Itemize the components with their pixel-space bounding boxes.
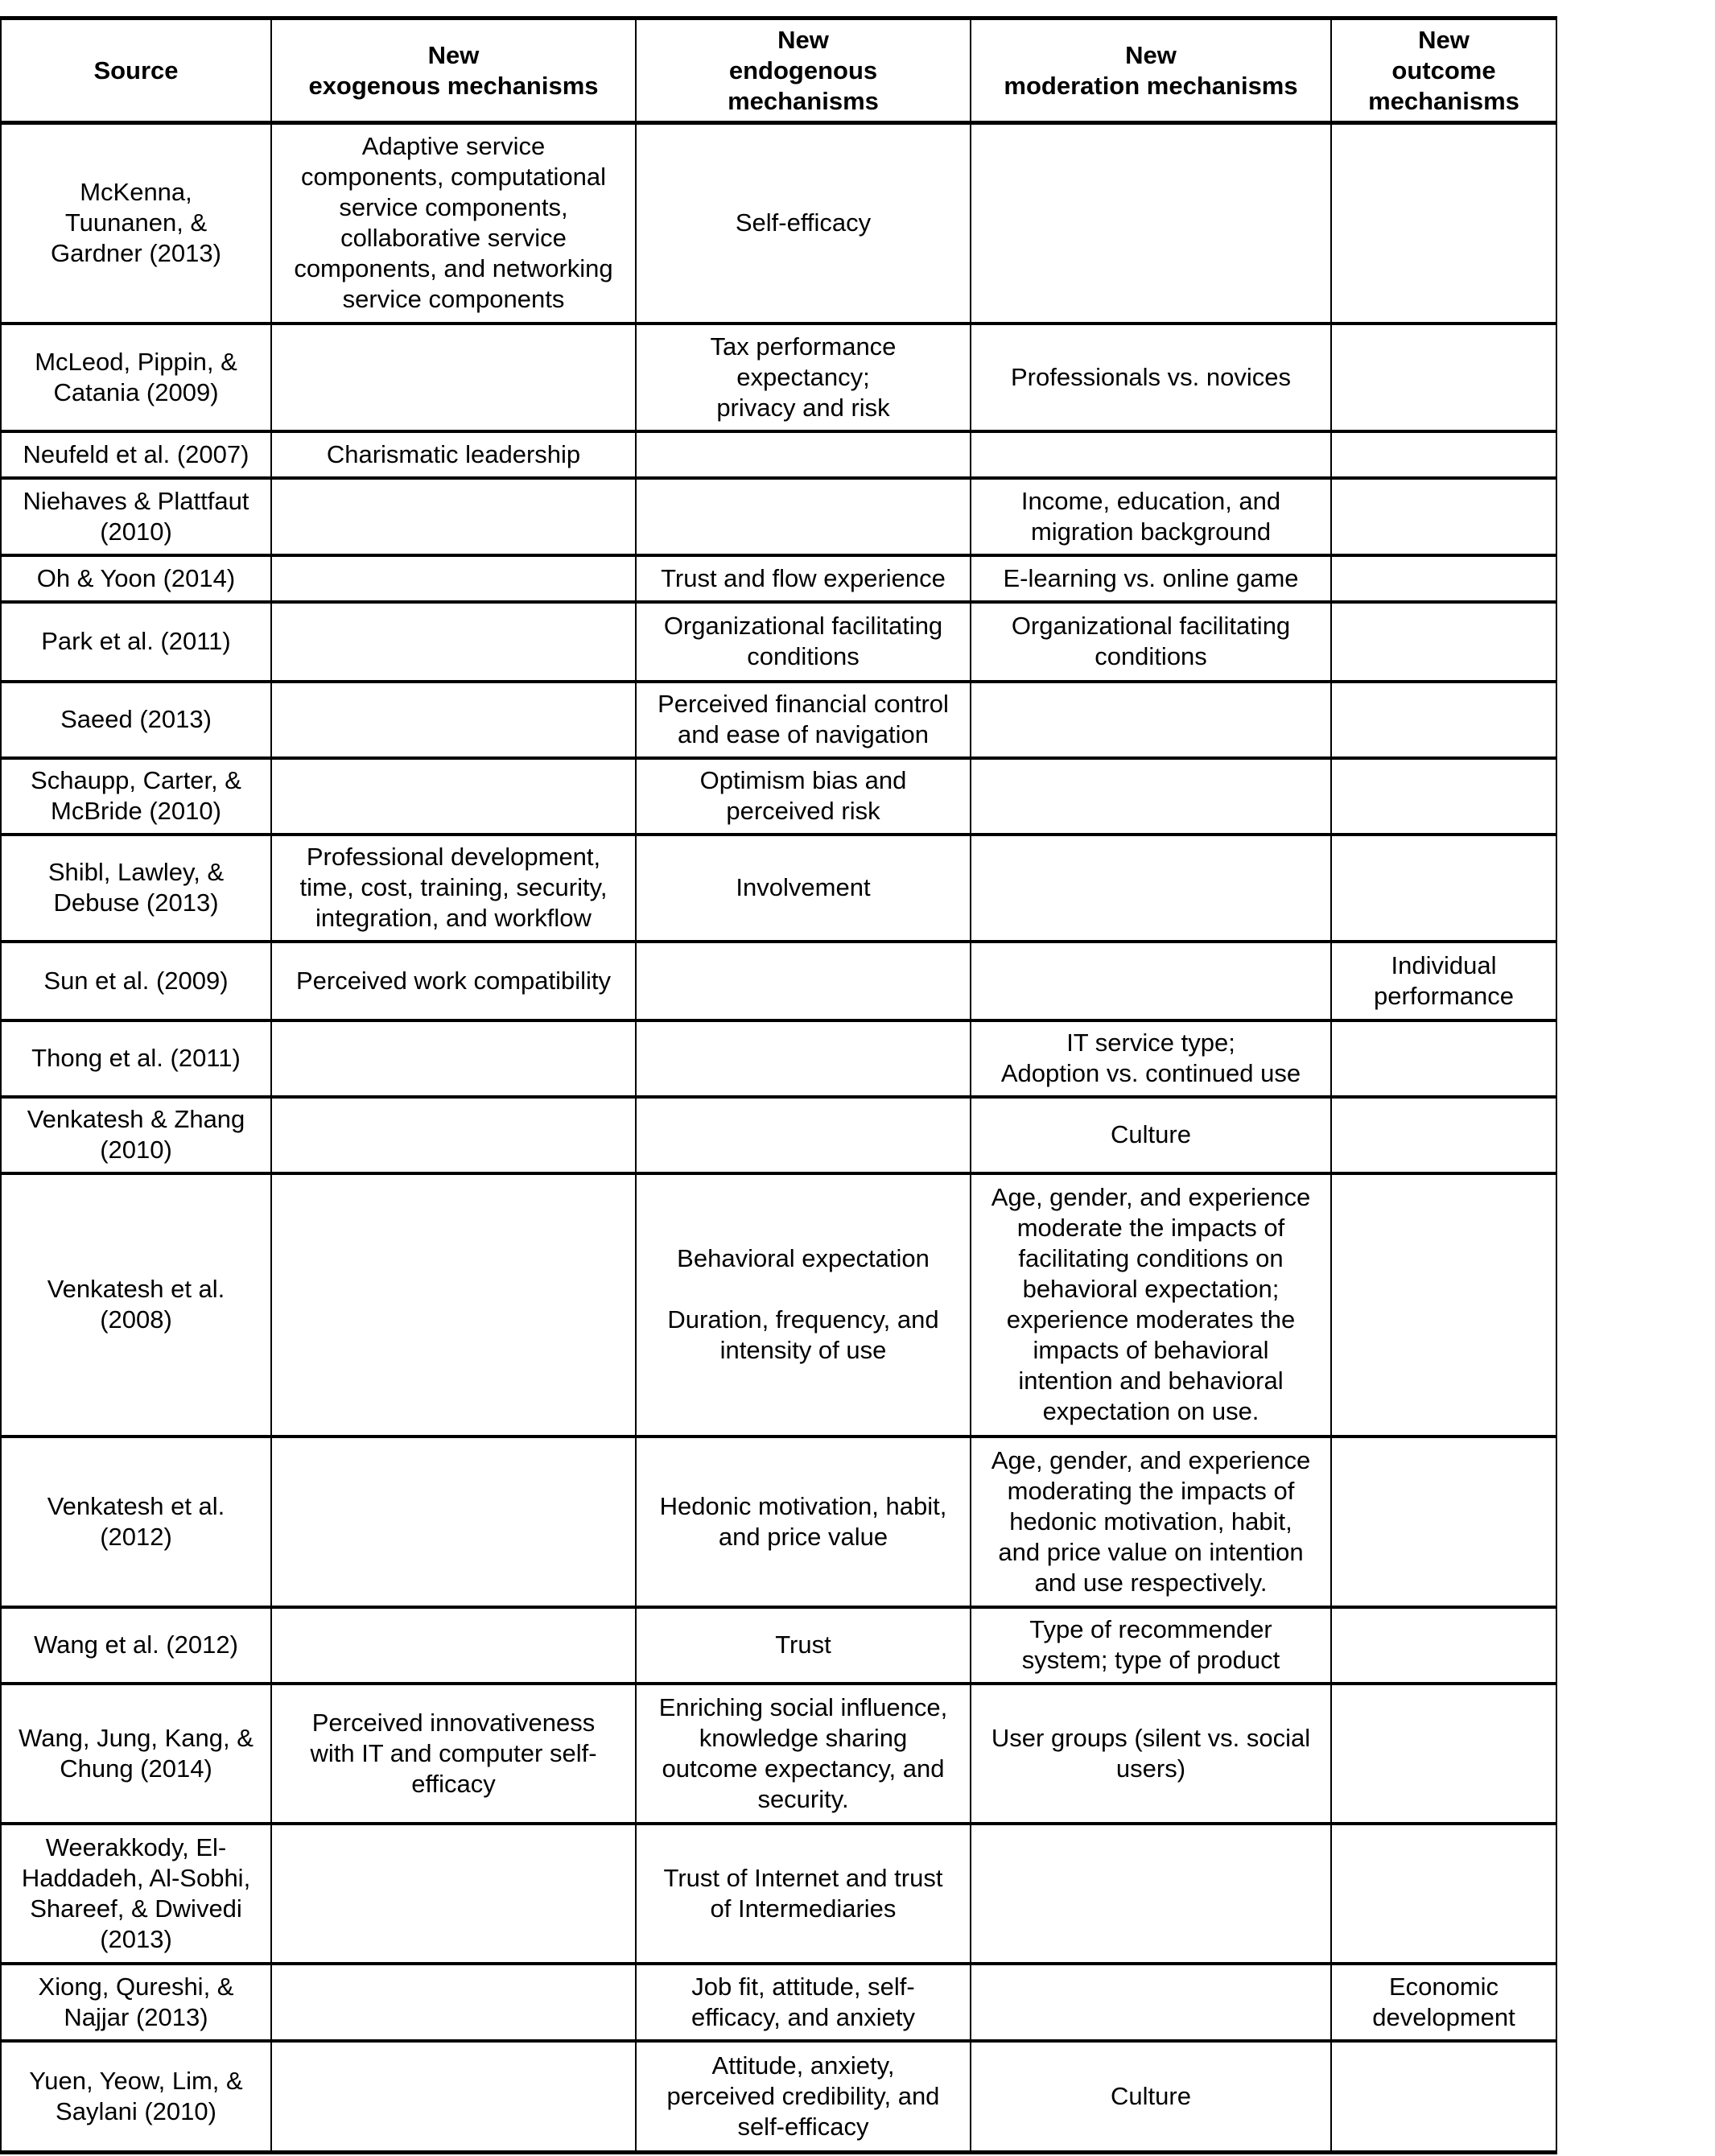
cell-source: Wang et al. (2012) [1,1607,271,1684]
cell-source: Xiong, Qureshi, & Najjar (2013) [1,1964,271,2041]
cell-endogenous [636,431,971,478]
cell-source: Niehaves & Plattfaut (2010) [1,478,271,555]
cell-exogenous [271,682,636,758]
cell-exogenous: Perceived innovativeness with IT and computer self- efficacy [271,1684,636,1824]
header-row [1,19,1556,123]
cell-moderation: Professionals vs. novices [971,324,1331,431]
cell-exogenous [271,1824,636,1964]
cell-outcome [1331,1020,1556,1097]
table-header [1,19,1556,123]
mechanisms-table [0,16,1557,2154]
table-row [1,1020,1556,1097]
cell-outcome [1331,835,1556,942]
cell-moderation [971,1964,1331,2041]
cell-outcome [1331,1173,1556,1437]
cell-moderation: Age, gender, and experience moderate the impacts of facilitating conditions on behavioral expectation; experience moderates the impacts of behavioral intention and behavioral expectation on use. [971,1173,1331,1437]
cell-source: Oh & Yoon (2014) [1,555,271,602]
cell-exogenous [271,1020,636,1097]
cell-source: Schaupp, Carter, & McBride (2010) [1,758,271,835]
cell-endogenous [636,1020,971,1097]
cell-endogenous: Self-efficacy [636,123,971,324]
table-row [1,1437,1556,1607]
cell-exogenous [271,1607,636,1684]
cell-outcome [1331,602,1556,682]
cell-source: Thong et al. (2011) [1,1020,271,1097]
table-row [1,758,1556,835]
cell-source: McLeod, Pippin, & Catania (2009) [1,324,271,431]
table-row [1,1607,1556,1684]
cell-source: Park et al. (2011) [1,602,271,682]
cell-outcome [1331,1437,1556,1607]
cell-moderation: IT service type; Adoption vs. continued use [971,1020,1331,1097]
cell-outcome: Individual performance [1331,942,1556,1020]
cell-source: Sun et al. (2009) [1,942,271,1020]
cell-source: Neufeld et al. (2007) [1,431,271,478]
cell-moderation [971,1824,1331,1964]
cell-exogenous [271,1173,636,1437]
cell-moderation: Type of recommender system; type of product [971,1607,1331,1684]
table-row [1,2041,1556,2153]
cell-moderation [971,942,1331,1020]
cell-source: McKenna, Tuunanen, & Gardner (2013) [1,123,271,324]
cell-exogenous: Charismatic leadership [271,431,636,478]
cell-endogenous: Behavioral expectation Duration, frequency, and intensity of use [636,1173,971,1437]
cell-moderation [971,123,1331,324]
table-row [1,1824,1556,1964]
cell-exogenous: Perceived work compatibility [271,942,636,1020]
table-row [1,682,1556,758]
cell-endogenous [636,478,971,555]
cell-endogenous [636,942,971,1020]
cell-moderation: Organizational facilitating conditions [971,602,1331,682]
table-row [1,123,1556,324]
cell-source: Venkatesh et al. (2008) [1,1173,271,1437]
cell-endogenous: Trust of Internet and trust of Intermediaries [636,1824,971,1964]
cell-endogenous: Perceived financial control and ease of navigation [636,682,971,758]
cell-endogenous: Organizational facilitating conditions [636,602,971,682]
cell-outcome [1331,123,1556,324]
cell-endogenous: Trust and flow experience [636,555,971,602]
cell-endogenous: Enriching social influence, knowledge sharing outcome expectancy, and security. [636,1684,971,1824]
cell-source: Yuen, Yeow, Lim, & Saylani (2010) [1,2041,271,2153]
cell-moderation [971,682,1331,758]
table-row [1,478,1556,555]
cell-endogenous: Optimism bias and perceived risk [636,758,971,835]
cell-endogenous: Tax performance expectancy; privacy and risk [636,324,971,431]
cell-exogenous [271,1097,636,1173]
cell-exogenous [271,555,636,602]
cell-moderation: User groups (silent vs. social users) [971,1684,1331,1824]
header-outcome: New outcome mechanisms [1331,19,1556,123]
table-row [1,1964,1556,2041]
cell-exogenous [271,2041,636,2153]
cell-outcome [1331,1607,1556,1684]
cell-source: Wang, Jung, Kang, & Chung (2014) [1,1684,271,1824]
cell-moderation: Culture [971,2041,1331,2153]
table-row [1,1097,1556,1173]
cell-source: Venkatesh et al. (2012) [1,1437,271,1607]
cell-outcome [1331,555,1556,602]
cell-outcome [1331,1097,1556,1173]
header-exogenous: New exogenous mechanisms [271,19,636,123]
table-row [1,555,1556,602]
cell-moderation: E-learning vs. online game [971,555,1331,602]
header-source: Source [1,19,271,123]
cell-outcome [1331,1824,1556,1964]
cell-source: Saeed (2013) [1,682,271,758]
table-row [1,835,1556,942]
cell-exogenous: Professional development, time, cost, training, security, integration, and workflow [271,835,636,942]
cell-endogenous: Job fit, attitude, self- efficacy, and anxiety [636,1964,971,2041]
cell-exogenous [271,1437,636,1607]
cell-outcome [1331,758,1556,835]
cell-endogenous: Attitude, anxiety, perceived credibility, and self-efficacy [636,2041,971,2153]
cell-endogenous [636,1097,971,1173]
cell-moderation: Income, education, and migration background [971,478,1331,555]
cell-outcome [1331,682,1556,758]
table-row [1,602,1556,682]
cell-source: Weerakkody, El- Haddadeh, Al-Sobhi, Shareef, & Dwivedi (2013) [1,1824,271,1964]
table-body [1,123,1556,2153]
cell-exogenous [271,758,636,835]
cell-outcome [1331,324,1556,431]
cell-endogenous: Hedonic motivation, habit, and price value [636,1437,971,1607]
cell-outcome [1331,478,1556,555]
cell-outcome [1331,431,1556,478]
cell-outcome [1331,2041,1556,2153]
cell-source: Venkatesh & Zhang (2010) [1,1097,271,1173]
header-endogenous: New endogenous mechanisms [636,19,971,123]
cell-endogenous: Involvement [636,835,971,942]
header-moderation: New moderation mechanisms [971,19,1331,123]
cell-moderation: Age, gender, and experience moderating the impacts of hedonic motivation, habit, and price value on intention and use respectively. [971,1437,1331,1607]
table-row [1,942,1556,1020]
cell-moderation [971,835,1331,942]
cell-source: Shibl, Lawley, & Debuse (2013) [1,835,271,942]
cell-exogenous [271,1964,636,2041]
cell-moderation [971,758,1331,835]
table-row [1,1684,1556,1824]
table-row [1,431,1556,478]
cell-exogenous [271,324,636,431]
table-row [1,1173,1556,1437]
table-row [1,324,1556,431]
cell-exogenous: Adaptive service components, computational service components, collaborative service components, and networking service components [271,123,636,324]
cell-endogenous: Trust [636,1607,971,1684]
cell-moderation [971,431,1331,478]
cell-moderation: Culture [971,1097,1331,1173]
cell-exogenous [271,602,636,682]
cell-exogenous [271,478,636,555]
cell-outcome [1331,1684,1556,1824]
cell-outcome: Economic development [1331,1964,1556,2041]
